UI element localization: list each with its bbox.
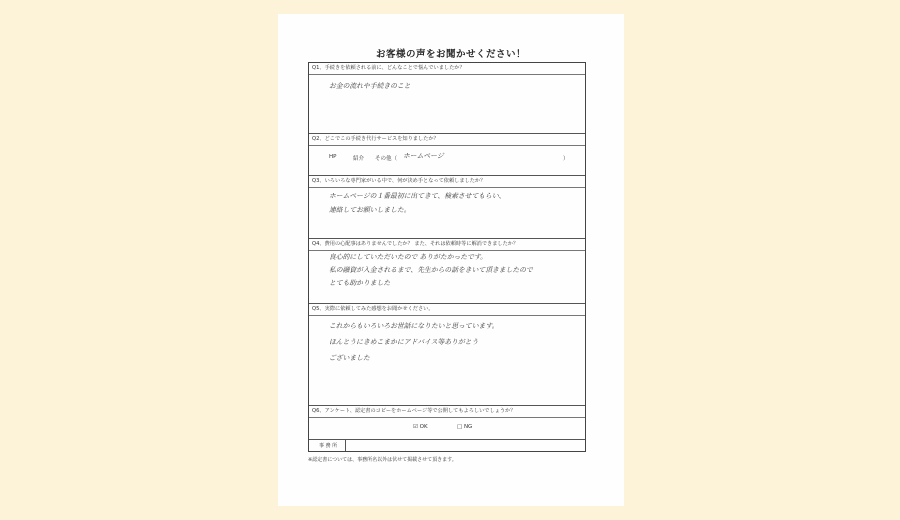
q5-section <box>309 303 585 406</box>
q4-section <box>309 238 585 304</box>
q4-line: 私の融資が入金されるまで、先生からの話をきいて頂きましたので <box>329 266 533 274</box>
paren-close: ） <box>563 156 569 162</box>
form-title: お客様の声をお聞かせください！ <box>375 49 526 60</box>
q3-line: ホームページの１番最初に出てきて、検索させてもらい、 <box>329 192 506 200</box>
q4-line: とても助かりました <box>329 279 391 287</box>
footnote: ※認定書については、事務所名以外は伏せて掲載させて頂きます。 <box>308 457 457 463</box>
ok-checkbox: ☑ OK <box>413 424 428 430</box>
q1-answer: お金の流れや手続きのこと <box>329 82 411 90</box>
q2-label: Q2、どこでこの手続き代行サービスを知りましたか？ <box>309 134 585 146</box>
q6-label: Q6、アンケート、認定書のコピーをホームページ等で公開してもよろしいでしょうか？ <box>309 406 585 418</box>
q4-label: Q4、費用の心配事はありませんでしたか？ また、それは依頼時等に解消できましたか？ <box>309 239 585 251</box>
q3-line: 連絡してお願いしました。 <box>329 206 411 214</box>
q1-label: Q1、手続きを依頼される前に、どんなことで悩んでいましたか？ <box>309 63 585 75</box>
q5-label: Q5、実際に依頼してみた感想をお聞かせください。 <box>309 304 585 316</box>
scanned-form <box>278 14 624 506</box>
questionnaire-table <box>308 62 586 452</box>
ng-checkbox: □ NG <box>457 424 473 430</box>
q6-section <box>309 405 585 440</box>
q2-section <box>309 133 585 176</box>
q4-line: 良心的にしていただいたので ありがたかったです。 <box>329 253 487 261</box>
q5-line: ほんとうにきめこまかにアドバイス等ありがとう <box>329 338 479 346</box>
option-intro: 紹介 <box>353 156 365 162</box>
q5-line: ございました <box>329 354 370 362</box>
q3-section <box>309 175 585 239</box>
office-label: 事 務 所 <box>319 440 346 451</box>
option-other: その他（ <box>375 156 398 162</box>
option-hp: HP <box>329 154 337 160</box>
q3-label: Q3、いろいろな専門家がいる中で、何が決め手となって依頼しましたか？ <box>309 176 585 188</box>
office-row <box>309 439 585 454</box>
q1-section <box>309 63 585 133</box>
q2-answer: ホームページ <box>403 152 444 160</box>
q5-line: これからもいろいろお世話になりたいと思っています。 <box>329 322 499 330</box>
